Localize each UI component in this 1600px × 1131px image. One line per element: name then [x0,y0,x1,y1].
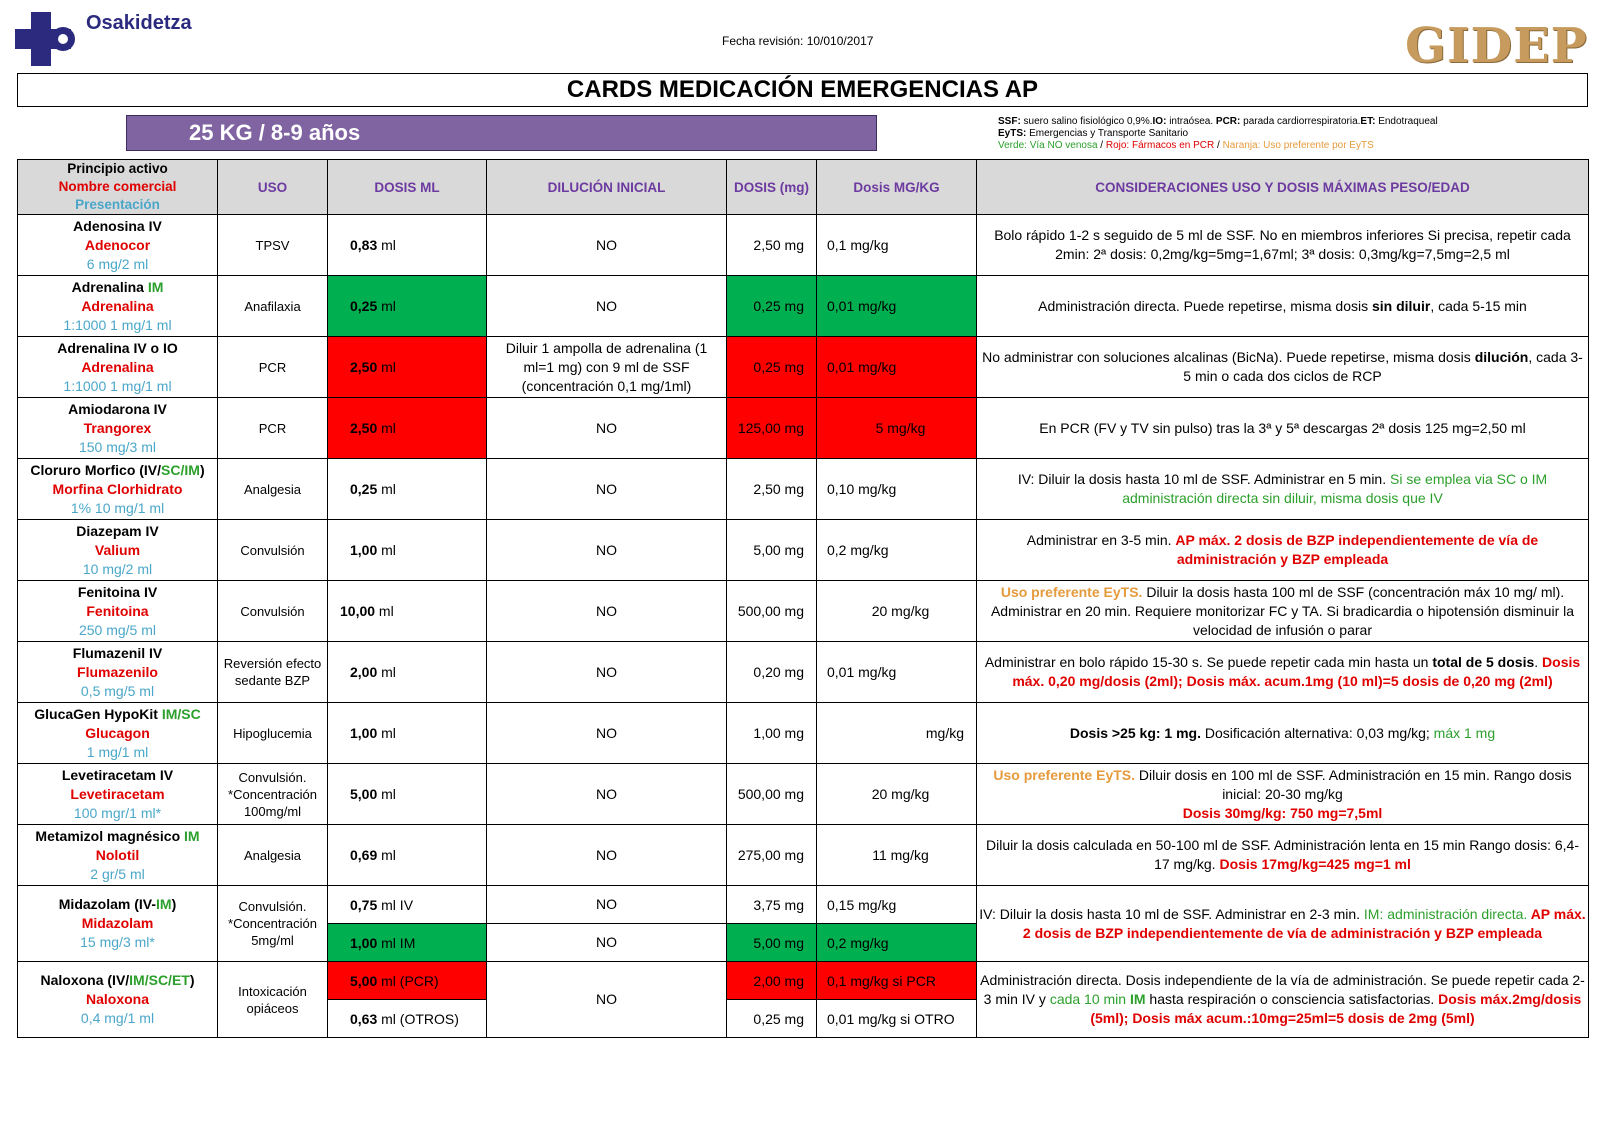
col-dosis-mg: DOSIS (mg) [727,160,817,215]
col-principio: Principio activo Nombre comercial Presentación [18,160,218,215]
table-row: 1,00 ml IM NO 5,00 mg 0,2 mg/kg [18,924,1589,962]
legend [998,116,1438,152]
gidep-brand: GIDEP [1405,18,1588,74]
col-consideraciones: CONSIDERACIONES USO Y DOSIS MÁXIMAS PESO/EDAD [977,160,1589,215]
col-mgkg: Dosis MG/KG [817,160,977,215]
table-row: Metamizol magnésico IM Nolotil 2 gr/5 ml Analgesia 0,69 ml NO 275,00 mg 11 mg/kg Diluir la dosis calculada en 50-100 ml de SSF. Administración lenta en 15 min Rango dosis: 6,4-17 mg/kg. Dosis 17mg/kg=425 mg=1 ml [18,825,1589,886]
table-row: Midazolam (IV-IM) Midazolam 15 mg/3 ml* Convulsión. *Concentración 5mg/ml 0,75 ml IV NO 3,75 mg 0,15 mg/kg IV: Diluir la dosis hasta 10 ml de SSF. Administrar en 2-3 min. IM: administración directa. AP máx. 2 dosis de BZP independientemente de vía de administración y BZP empleada [18,886,1589,924]
page-title: CARDS MEDICACIÓN EMERGENCIAS AP [17,73,1588,107]
weight-banner: 25 KG / 8-9 años [126,115,877,151]
table-row: Amiodarona IV Trangorex 150 mg/3 ml PCR 2,50 ml NO 125,00 mg 5 mg/kg En PCR (FV y TV sin pulso) tras la 3ª y 5ª descargas 2ª dosis 125 mg=2,50 ml [18,398,1589,459]
table-row: Fenitoina IV Fenitoina 250 mg/5 ml Convulsión 10,00 ml NO 500,00 mg 20 mg/kg Uso preferente EyTS. Diluir la dosis hasta 100 ml de SSF (concentración máx 10 mg/ ml). Administrar en 20 min. Requiere monitorizar FC y TA. Si bradicardia o hipotensión disminuir la velocidad de infusión o parar [18,581,1589,642]
legend-line-2: EyTS: Emergencias y Transporte Sanitario [998,128,1189,139]
table-row: GlucaGen HypoKit IM/SC Glucagon 1 mg/1 ml Hipoglucemia 1,00 ml NO 1,00 mg mg/kg Dosis >25 kg: 1 mg. Dosificación alternativa: 0,03 mg/kg; máx 1 mg [18,703,1589,764]
table-row: 0,63 ml (OTROS) 0,25 mg 0,01 mg/kg si OTRO [18,1000,1589,1038]
col-uso: USO [218,160,328,215]
medication-table [17,159,1589,1038]
table-row: Diazepam IV Valium 10 mg/2 ml Convulsión 1,00 ml NO 5,00 mg 0,2 mg/kg Administrar en 3-5 min. AP máx. 2 dosis de BZP independientemente de vía de administración y BZP empleada [18,520,1589,581]
table-row: Adrenalina IV o IO Adrenalina 1:1000 1 mg/1 ml PCR 2,50 ml Diluir 1 ampolla de adrenalina (1 ml=1 mg) con 9 ml de SSF (concentración 0,1 mg/1ml) 0,25 mg 0,01 mg/kg No administrar con soluciones alcalinas (BicNa). Puede repetirse, misma dosis dilución, cada 3-5 min o cada dos ciclos de RCP [18,337,1589,398]
table-row: Cloruro Morfico (IV/SC/IM) Morfina Clorhidrato 1% 10 mg/1 ml Analgesia 0,25 ml NO 2,50 mg 0,10 mg/kg IV: Diluir la dosis hasta 10 ml de SSF. Administrar en 5 min. Si se emplea via SC o IM administración directa sin diluir, misma dosis que IV [18,459,1589,520]
revision-date: Fecha revisión: 10/010/2017 [722,34,874,48]
logo-text: Osakidetza [86,12,192,34]
table-row: Levetiracetam IV Levetiracetam 100 mgr/1 ml* Convulsión. *Concentración 100mg/ml 5,00 ml NO 500,00 mg 20 mg/kg Uso preferente EyTS. Diluir dosis en 100 ml de SSF. Administración en 15 min. Rango dosis inicial: 20-30 mg/kg Dosis 30mg/kg: 750 mg=7,5ml [18,764,1589,825]
col-dilucion: DILUCIÓN INICIAL [487,160,727,215]
legend-line-3: Verde: Vía NO venosa / Rojo: Fármacos en PCR / Naranja: Uso preferente por EyTS [998,140,1374,151]
col-dosis-ml: DOSIS ML [328,160,487,215]
table-row: Flumazenil IV Flumazenilo 0,5 mg/5 ml Reversión efecto sedante BZP 2,00 ml NO 0,20 mg 0,01 mg/kg Administrar en bolo rápido 15-30 s. Se puede repetir cada min hasta un total de 5 dosis. Dosis máx. 0,20 mg/dosis (2ml); Dosis máx. acum.1mg (10 ml)=5 dosis de 0,20 mg (2ml) [18,642,1589,703]
table-row: Adenosina IV Adenocor 6 mg/2 ml TPSV 0,83 ml NO 2,50 mg 0,1 mg/kg Bolo rápido 1-2 s seguido de 5 ml de SSF. No en miembros inferiores Si precisa, repetir cada 2min: 2ª dosis: 0,2mg/kg=5mg=1,67ml; 3ª dosis: 0,3mg/kg=7,5mg=2,5 ml [18,215,1589,276]
table-row: Adrenalina IM Adrenalina 1:1000 1 mg/1 ml Anafilaxia 0,25 ml NO 0,25 mg 0,01 mg/kg Administración directa. Puede repetirse, misma dosis sin diluir, cada 5-15 min [18,276,1589,337]
table-row: Naloxona (IV/IM/SC/ET) Naloxona 0,4 mg/1 ml Intoxicación opiáceos 5,00 ml (PCR) NO 2,00 mg 0,1 mg/kg si PCR Administración directa. Dosis independiente de la vía de administración. Se puede repetir cada 2-3 min IV y cada 10 min IM hasta respiración o consciencia satisfactorias. Dosis máx.2mg/dosis (5ml); Dosis máx acum.:10mg=25ml=5 dosis de 2mg (5ml) [18,962,1589,1000]
legend-line-1: SSF: suero salino fisiológico 0,9%.IO: intraósea. PCR: parada cardiorrespiratoria.ET: Endotraqueal [998,116,1438,127]
